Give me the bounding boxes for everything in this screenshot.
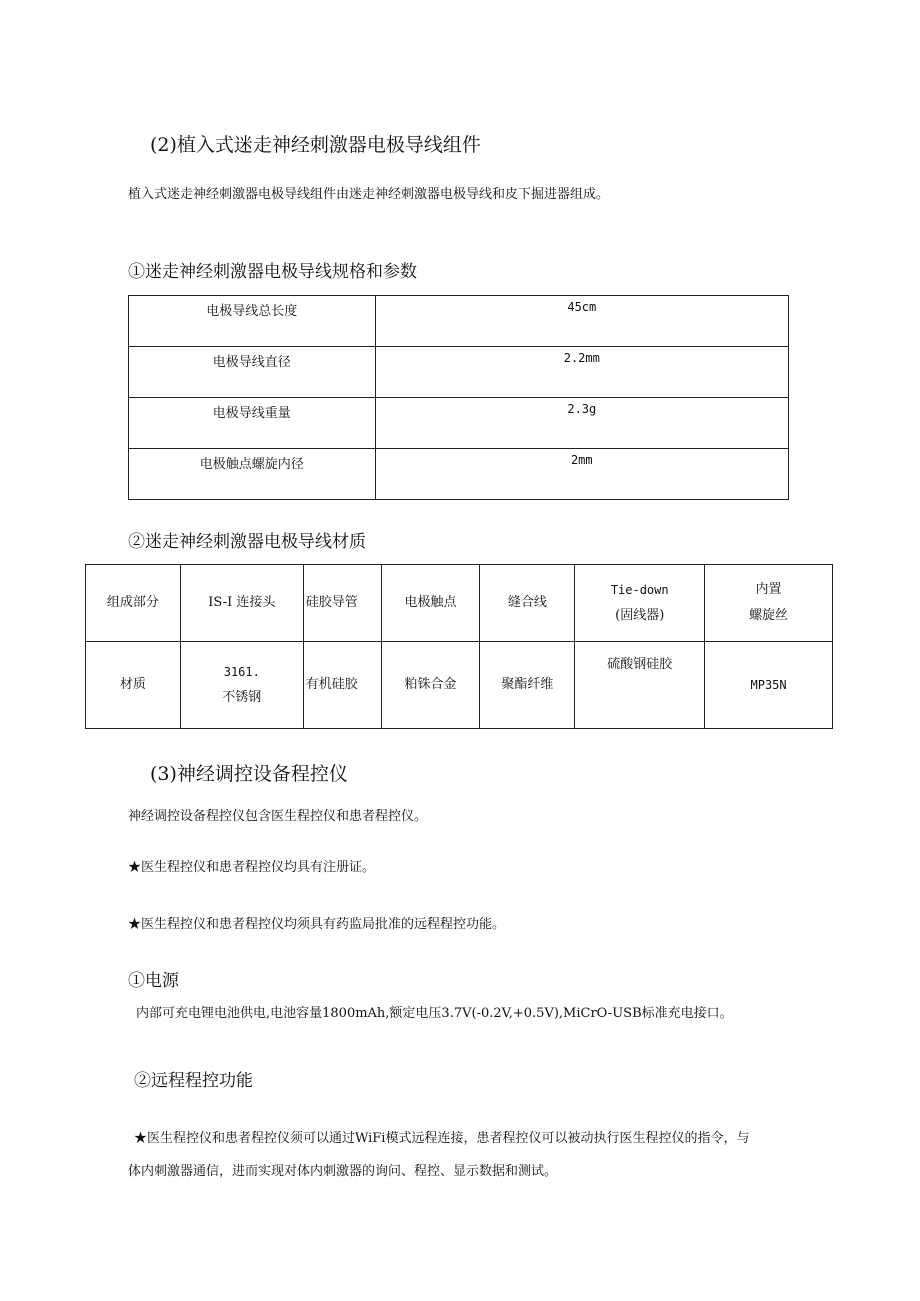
table-cell: 有机硅胶 — [303, 642, 381, 729]
spec-name: 电极导线直径 — [129, 347, 376, 398]
remote-text-line1: ★医生程控仪和患者程控仪须可以通过WiFi模式远程连接，患者程控仪可以被动执行医生程控仪的指令，与 — [134, 1131, 750, 1146]
spec-name: 电极导线总长度 — [129, 296, 376, 347]
material-heading: ②迷走神经刺激器电极导线材质 — [128, 532, 366, 552]
section2-intro: 植入式迷走神经刺激器电极导线组件由迷走神经刺激器电极导线和皮下掘进器组成。 — [128, 187, 610, 202]
spec-value: 2.3g — [375, 398, 788, 449]
remote-heading: ②远程程控功能 — [134, 1071, 253, 1091]
header-cell — [705, 565, 833, 642]
header-cell-line: 螺旋丝 — [749, 608, 789, 623]
spec-value: 2mm — [375, 449, 788, 500]
spec-value: 45cm — [375, 296, 788, 347]
section2-heading: (2)植入式迷走神经刺激器电极导线组件 — [150, 134, 481, 156]
table-row — [129, 296, 789, 347]
power-text: 内部可充电锂电池供电,电池容量1800mAh,额定电压3.7V(-0.2V,+0.5V),MiCrO-USB标准充电接口。 — [136, 1006, 733, 1021]
table-row — [86, 565, 833, 642]
table-row — [129, 347, 789, 398]
header-cell-line: Tie-down — [610, 583, 669, 597]
row-label: 材质 — [86, 642, 181, 729]
header-cell: IS-I 连接头 — [180, 565, 303, 642]
cell-line: 3161. — [223, 665, 260, 679]
requirement-registration: ★医生程控仪和患者程控仪均具有注册证。 — [128, 860, 376, 875]
header-cell: 组成部分 — [86, 565, 181, 642]
table-cell: MP35N — [705, 642, 833, 729]
header-cell: 缝合线 — [480, 565, 575, 642]
table-cell: 硫酸钢硅胶 — [575, 642, 705, 729]
spec-table — [128, 295, 789, 500]
table-cell — [180, 642, 303, 729]
power-heading: ①电源 — [128, 971, 179, 991]
header-cell-line: 内置 — [755, 582, 782, 597]
spec-name: 电极触点螺旋内径 — [129, 449, 376, 500]
spec-heading: ①迷走神经刺激器电极导线规格和参数 — [128, 262, 417, 282]
table-row — [129, 449, 789, 500]
section3-intro: 神经调控设备程控仪包含医生程控仪和患者程控仪。 — [128, 809, 428, 824]
table-row — [129, 398, 789, 449]
header-cell-line: (固线器) — [615, 608, 665, 623]
cell-line: 不锈钢 — [222, 690, 262, 705]
section3-heading: (3)神经调控设备程控仪 — [150, 763, 348, 785]
table-cell: 粕铢合金 — [381, 642, 480, 729]
table-row — [86, 642, 833, 729]
remote-text-line2: 体内刺激器通信，进而实现对体内刺激器的询问、程控、显示数据和测试。 — [128, 1164, 558, 1179]
requirement-remote-approval: ★医生程控仪和患者程控仪均须具有药监局批准的远程程控功能。 — [128, 917, 506, 932]
header-cell: 硅胶导管 — [303, 565, 381, 642]
spec-name: 电极导线重量 — [129, 398, 376, 449]
material-table — [85, 564, 833, 729]
table-cell: 聚酯纤维 — [480, 642, 575, 729]
header-cell — [575, 565, 705, 642]
spec-value: 2.2mm — [375, 347, 788, 398]
header-cell: 电极触点 — [381, 565, 480, 642]
